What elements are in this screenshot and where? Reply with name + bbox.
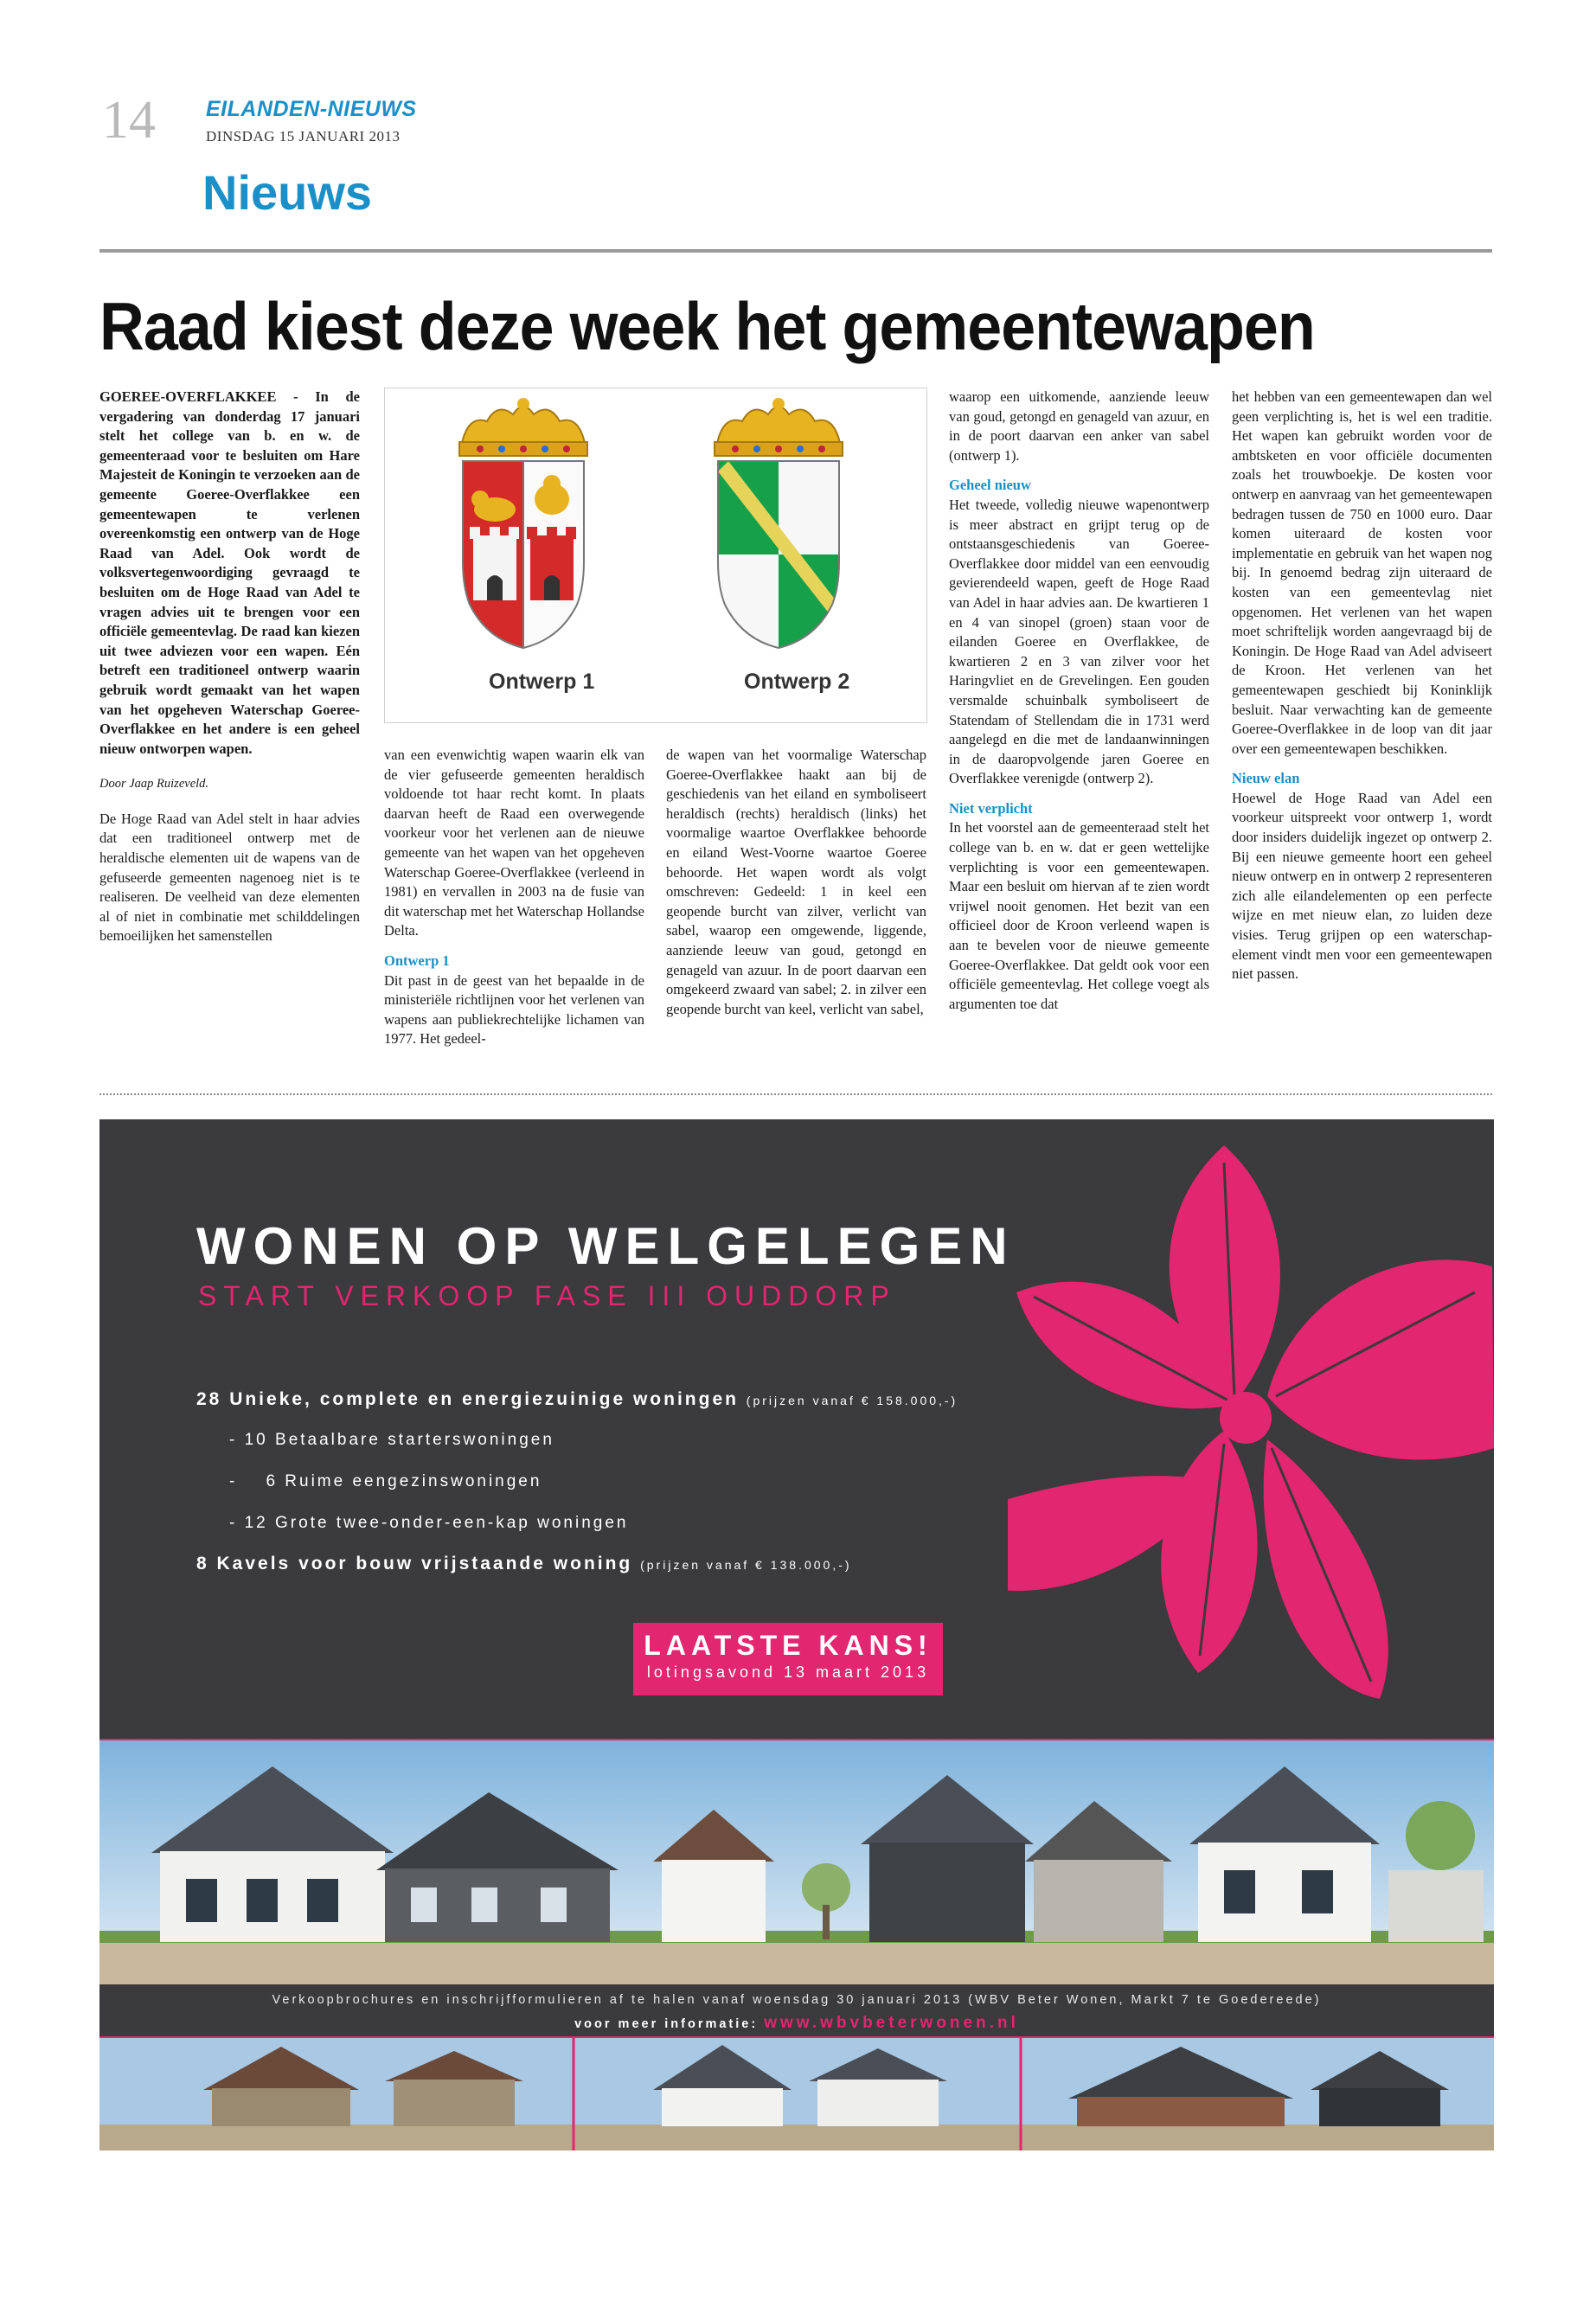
ad-subtitle: START VERKOOP FASE III OUDDORP — [198, 1280, 896, 1311]
paragraph: de wapen van het voormalige Waterschap Goeree-Overflakkee haakt aan bij de geschiedenis van het eiland en symboliseert heraldisch (rechts) heraldisch (links) het voormalige waartoe Overflakkee behoorde en eiland West-Voorne waartoe Goeree behoorde. Het wapen wordt als volgt omschreven: Gedeeld: 1 in keel een geopende burcht van zilver, verlicht van sabel, waarop een omgewende, liggende, aanziende leeuw van goud, getongd en genageld van azuur. In de poort daarvan een omgekeerd zwaard van sabel; 2. in zilver een geopende burcht van keel, verlicht van sabel, — [666, 747, 926, 1017]
paragraph: het hebben van een gemeentewapen dan wel geen verplichting is, het is wel een traditie. Het wapen kan gebruikt worden voor de ambtsketen en voor officiële documenten zoals het trouwboekje. De kosten voor ontwerp en aanvraag van het gemeentewapen bedragen tussen de 750 en 1000 euro. Daar komen uiteraard de kosten voor implementatie en gebruik van het wapen nog bij. In genoemd bedrag zijn uiteraard de kosten van een gemeentevlag niet opgenomen. Het verlenen van het wapen moet schriftelijk worden aangevraagd bij de Koningin. De Hoge Raad van Adel adviseert de Kroon. Het verlenen van het gemeentewapen geschiedt bij Koninklijk besluit. Naar verwachting kan de gemeente Goeree-Overflakkee in de loop van dit jaar over een gemeentewapen beschikken. — [1232, 388, 1492, 757]
ad-footer-info: Verkoopbrochures en inschrijfformulieren af te halen vanaf woensdag 30 januari 2013 (WBV Beter Wonen, Markt 7 te Goedereede) — [272, 1993, 1322, 2007]
advertisement — [99, 1119, 1494, 2150]
paragraph: Hoewel de Hoge Raad van Adel een voorkeur uitspreekt voor ontwerp 1, wordt door insiders duidelijk ingezet op ontwerp 2. Bij een nieuwe gemeente hoort een geheel nieuw ontwerp en in ontwerp 2 representeren zich alle eilandelementen op een perfecte wijze en met nieuw elan, zo luiden deze visies. Terug grijpen op een waterschap-element vindt men voor een gemeentewapen niet passen. — [1232, 789, 1492, 983]
page-number: 14 — [102, 91, 156, 150]
offer-plots-price: (prijzen vanaf € 138.000,-) — [640, 1558, 852, 1572]
figure-caption-1: Ontwerp 1 — [489, 670, 595, 694]
housing-render-illustration — [99, 1740, 1494, 1986]
offer-homes-price: (prijzen vanaf € 158.000,-) — [746, 1394, 958, 1407]
last-chance-banner — [633, 1623, 943, 1695]
article-column-3 — [666, 746, 926, 1028]
article-ad-divider — [99, 1093, 1492, 1095]
shield-ontwerp-1-icon — [459, 398, 587, 648]
ad-list-item: - 12 Grote twee-onder-een-kap woningen — [229, 1514, 629, 1532]
section-title: Nieuws — [202, 165, 373, 220]
ad-list-item: - 10 Betaalbare starterswoningen — [229, 1431, 554, 1449]
housing-render-photo-top — [99, 1739, 1494, 1986]
subheading: Ontwerp 1 — [384, 952, 450, 969]
more-info-label: voor meer informatie: — [574, 2017, 759, 2031]
article-column-2 — [384, 746, 644, 1058]
publication-date: DINSDAG 15 JANUARI 2013 — [206, 128, 401, 144]
paragraph: Het tweede, volledig nieuwe wapenontwerp is meer abstract en grijpt terug op de ontstaansgeschiedenis van Goeree-Overflakkee door middel van een eenvoudig gevierendeeld wapen, geeft de Hoge Raad van Adel in haar advies aan. De kwartieren 1 en 4 van sinopel (groen) staan voor de eilanden Goeree en Overflakkee, de kwartieren 2 en 3 van zilver voor het Haringvliet en de Grevelingen. Een gouden versmalde schuinbalk symboliseert de Statendam of Stellendam die in 1731 werd aangelegd en die met de landaanwinningen in de daaropvolgende jaren Goeree en Overflakkee verenigde (ontwerp 2). — [949, 496, 1209, 787]
article-column-1 — [99, 388, 360, 955]
coat-of-arms-figure — [384, 388, 927, 723]
ad-list-item: - 6 Ruime eengezinswoningen — [229, 1472, 542, 1490]
housing-render-illustration-bottom — [99, 2038, 1494, 2150]
article-lead: GOEREE-OVERFLAKKEE - In de vergadering van donderdag 17 januari stelt het college van b. en w. de gemeenteraad voor te besluiten om Hare Majesteit de Koningin te verzoeken aan de gemeente Goeree-Overflakkee een gemeentewapen te verlenen overeenkomstig een ontwerp van de Hoge Raad van Adel. Ook wordt de volksvertegenwoordiging gevraagd te besluiten om de Hoge Raad van Adel te vragen advies uit te brengen voor een officiële gemeentevlag. De raad kan kiezen uit twee adviezen voor een wapen. Eén betreft een traditioneel ontwerp waarin gebruik wordt gemaakt van het wapen van het opgeheven Waterschap Goeree-Overflakkee en het andere is een geheel nieuw ontworpen wapen. — [99, 388, 360, 757]
subheading: Geheel nieuw — [949, 477, 1031, 494]
paragraph: In het voorstel aan de gemeenteraad stelt het college van b. en w. dat er geen wettelijke verplichting is voor een gemeentewapen. Maar een besluit om hiervan af te zien wordt vrijwel nooit genomen. Het bezit van een officieel door de Kroon verleend wapen is aan te bevelen voor de nieuwe gemeente Goeree-Overflakkee. Dat geldt ook voor een officiële gemeentevlag. Het college voegt als argumenten toe dat — [949, 819, 1209, 1012]
offer-plots-text: 8 Kavels voor bouw vrijstaande woning — [196, 1554, 633, 1574]
byline: Door Jaap Ruizeveld. — [99, 777, 209, 792]
last-chance-date: lotingsavond 13 maart 2013 — [646, 1663, 930, 1681]
paragraph: van een evenwichtig wapen waarin elk van de vier gefuseerde gemeenten heraldisch voldoende tot haar recht komt. In plaats daarvan heeft de Raad een overwegende voorkeur voor het verlenen aan de nieuwe gemeente van het wapen van het opgeheven Waterschap Goeree-Overflakkee (verleend in 1981) en vervallen in 2003 na de fusie van dit waterschap met het Waterschap Hollandse Delta. — [384, 747, 644, 939]
ad-offer-homes — [196, 1389, 958, 1410]
ad-footer-more-info — [99, 2014, 1494, 2033]
website-link[interactable]: www.wbvbeterwonen.nl — [764, 2014, 1019, 2032]
paragraph: De Hoge Raad van Adel stelt in haar advies dat een traditioneel ontwerp met de heraldische elementen uit de wapens van de gefuseerde gemeenten nagenoeg niet is te realiseren. De veelheid van deze elementen al of niet in combinatie met schilddelingen bemoeilijken het samenstellen — [99, 810, 360, 945]
shield-ontwerp-2-icon — [715, 398, 843, 650]
figure-caption-2: Ontwerp 2 — [744, 670, 850, 694]
offer-homes-text: 28 Unieke, complete en energiezuinige woningen — [196, 1389, 739, 1409]
paragraph: Dit past in de geest van het bepaalde in de ministeriële richtlijnen voor het verlenen van wapens aan publiekrechtelijke lichamen van 1977. Het gedeel- — [384, 971, 644, 1048]
article-headline: Raad kiest deze week het gemeentewapen — [99, 288, 1315, 364]
housing-render-photo-bottom — [99, 2036, 1494, 2150]
header-divider — [99, 249, 1492, 253]
ad-offer-plots — [196, 1554, 852, 1574]
article-column-5 — [1232, 388, 1492, 993]
article-column-4 — [949, 388, 1209, 1022]
paragraph: waarop een uitkomende, aanziende leeuw van goud, getongd en genageld van azuur, en in de poort daarvan een anker van sabel (ontwerp 1). — [949, 388, 1209, 464]
masthead-logo: EILANDEN-NIEUWS — [206, 97, 417, 121]
subheading: Nieuw elan — [1232, 770, 1300, 787]
subheading: Niet verplicht — [949, 799, 1033, 817]
last-chance-title: LAATSTE KANS! — [644, 1630, 933, 1661]
ad-title: WONEN OP WELGELEGEN — [196, 1217, 1016, 1275]
